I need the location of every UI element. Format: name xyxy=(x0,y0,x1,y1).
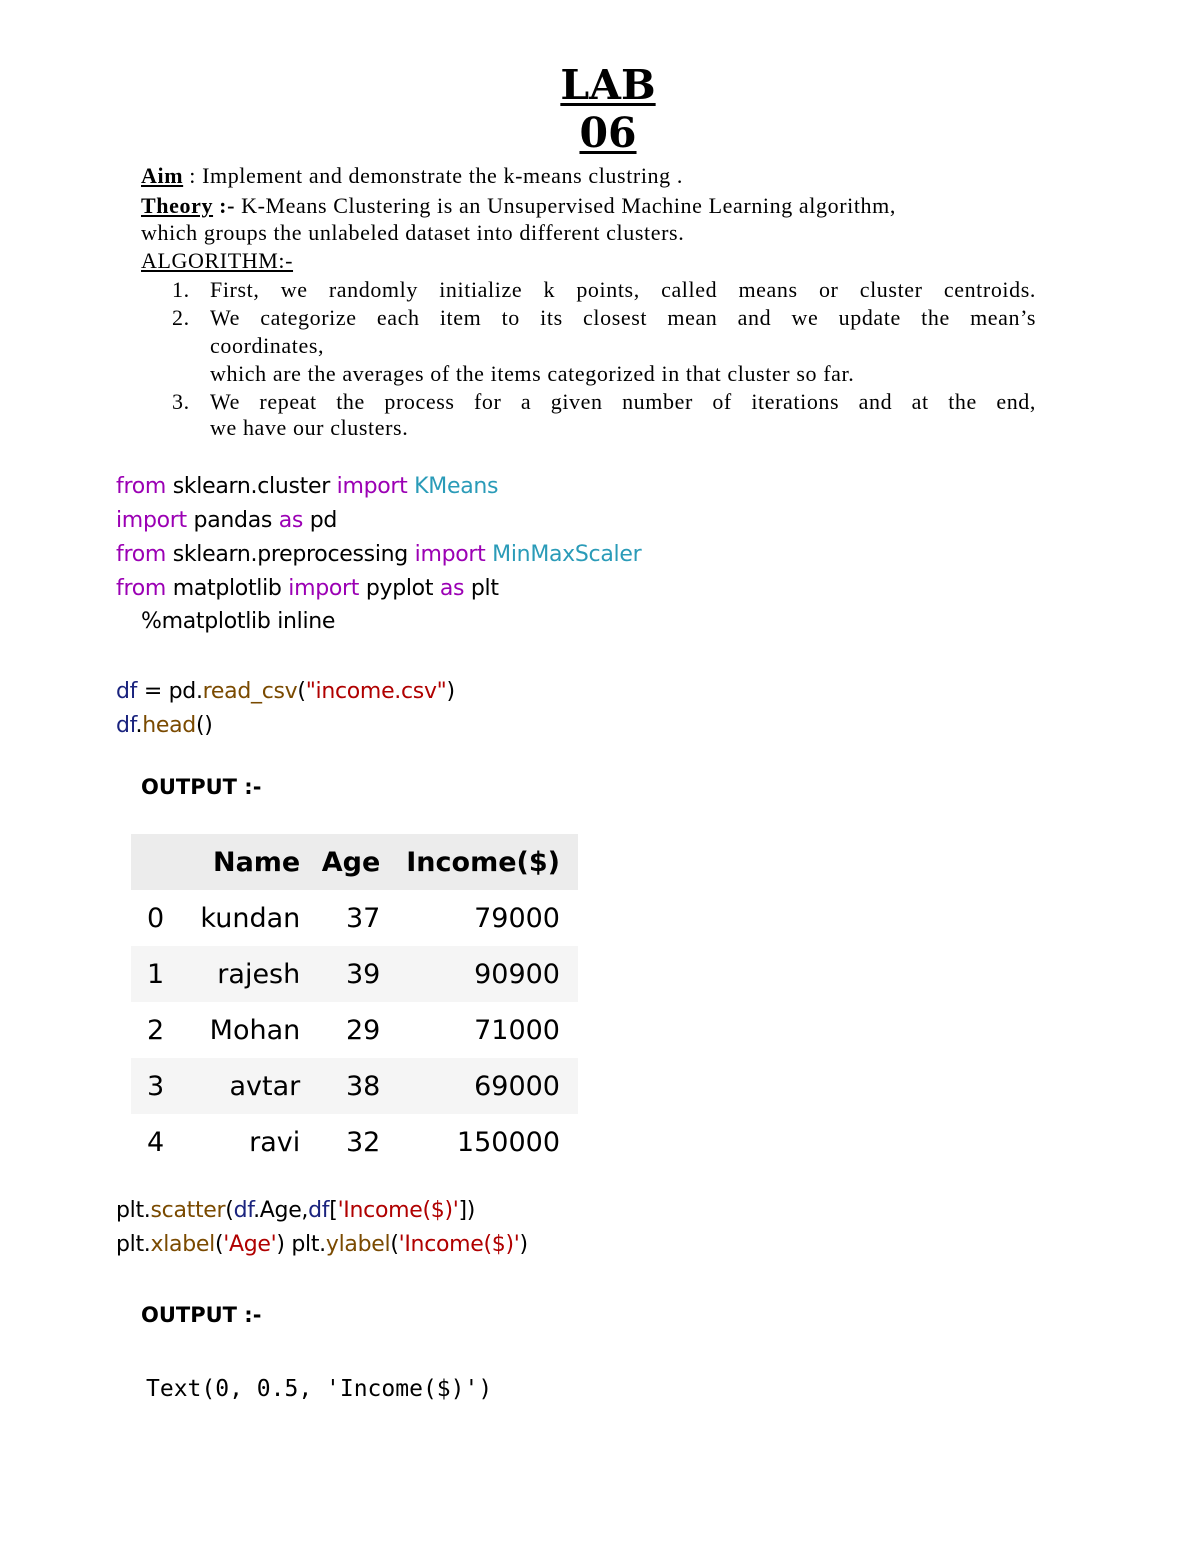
code-line-import-kmeans: from sklearn.cluster import KMeans xyxy=(116,474,499,499)
algorithm-steps xyxy=(172,276,1036,441)
theory-text-2: which groups the unlabeled dataset into different clusters. xyxy=(141,220,685,245)
theory-text-1: K-Means Clustering is an Unsupervised Machine Learning algorithm, xyxy=(241,193,896,218)
code-line-head: df.head() xyxy=(116,713,213,738)
table-row: 1 rajesh 39 90900 xyxy=(131,946,578,1002)
column-header-index xyxy=(131,834,195,890)
table-header-row xyxy=(131,834,578,890)
lab-number: 06 xyxy=(579,109,637,157)
code-line-scatter: plt.scatter(df.Age,df['Income($)']) xyxy=(116,1198,476,1223)
theory-line: Theory :- K-Means Clustering is an Unsupervised Machine Learning algorithm, xyxy=(141,193,896,218)
lab-title: LAB xyxy=(560,61,656,109)
column-header-income: Income($) xyxy=(406,846,560,878)
theory-label: Theory xyxy=(141,193,214,218)
output-label-1: OUTPUT :- xyxy=(141,775,262,799)
algorithm-step-3: 3. We repeat the process for a given number of iterations and at the end, we have our clusters. xyxy=(172,389,1036,440)
algorithm-step-2: 2. We categorize each item to its closest mean and we update the mean’s coordinates, which are the averages of the items categorized in that cluster so far. xyxy=(172,305,1036,386)
table-row: 4 ravi 32 150000 xyxy=(147,1126,560,1158)
code-line-read-csv: df = pd.read_csv("income.csv") xyxy=(116,679,455,704)
aim-text: Implement and demonstrate the k-means clustring . xyxy=(202,163,683,188)
aim-line: Aim : Implement and demonstrate the k-means clustring . xyxy=(141,163,683,188)
algorithm-step-1: 1. First, we randomly initialize k points, called means or cluster centroids. xyxy=(172,277,1036,302)
code-line-import-pyplot: from matplotlib import pyplot as plt xyxy=(116,576,499,601)
dataframe-table xyxy=(131,834,578,1170)
code-line-magic: %matplotlib inline xyxy=(141,609,336,634)
result-text-output: Text(0, 0.5, 'Income($)') xyxy=(146,1376,493,1402)
column-header-name: Name xyxy=(212,846,301,878)
table-row: 3 avtar 38 69000 xyxy=(131,1058,578,1114)
code-line-import-scaler: from sklearn.preprocessing import MinMaxScaler xyxy=(116,542,642,567)
aim-label: Aim xyxy=(141,163,184,188)
output-label-2: OUTPUT :- xyxy=(141,1303,262,1327)
code-line-labels: plt.xlabel('Age') plt.ylabel('Income($)') xyxy=(116,1232,528,1257)
column-header-age: Age xyxy=(321,846,381,878)
algorithm-heading: ALGORITHM:- xyxy=(141,248,294,273)
table-row: 0 kundan 37 79000 xyxy=(147,902,560,934)
code-line-import-pandas: import pandas as pd xyxy=(116,508,338,533)
table-row: 2 Mohan 29 71000 xyxy=(147,1014,560,1046)
